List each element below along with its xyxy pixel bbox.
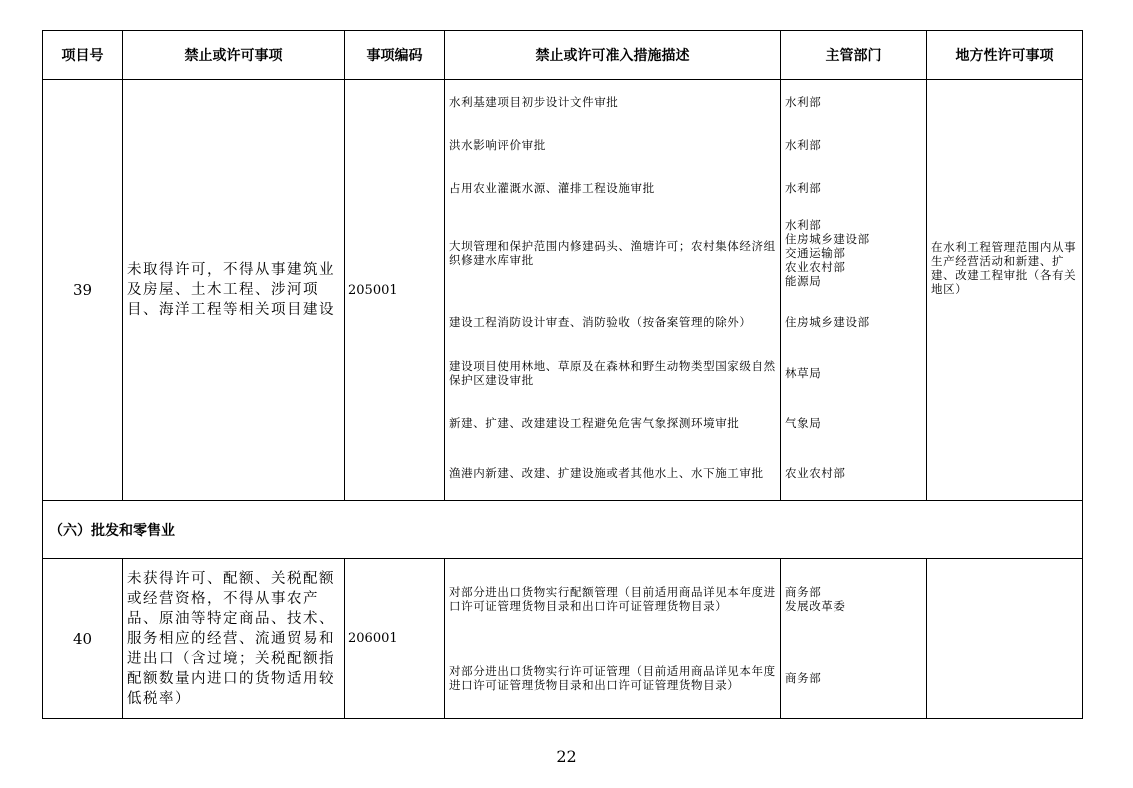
row-descriptions — [445, 80, 781, 501]
measure-department: 林草局 — [785, 365, 822, 380]
page-number: 22 — [556, 747, 577, 766]
measure-description: 对部分进出口货物实行配额管理（目前适用商品详见本年度进口许可证管理货物目录和出口许可证管理货物目录） — [449, 584, 776, 613]
permit-table — [42, 30, 1083, 719]
local-permit-text: 在水利工程管理范围内从事生产经营活动和新建、扩建、改建工程审批（各有关地区） — [931, 240, 1077, 296]
row-number: 40 — [43, 559, 123, 719]
measure-department: 商务部 — [785, 671, 822, 685]
measure-description: 洪水影响评价审批 — [449, 137, 546, 152]
header-description: 禁止或许可准入措施描述 — [445, 31, 781, 80]
measure-description: 占用农业灌溉水源、灌排工程设施审批 — [449, 181, 655, 195]
row-number: 39 — [43, 80, 123, 501]
measure-department: 水利部 — [785, 181, 822, 195]
measure-department: 农业农村部 — [785, 466, 846, 480]
header-row — [43, 31, 1083, 80]
row-departments — [781, 559, 927, 719]
table-row — [43, 559, 1083, 719]
header-code: 事项编码 — [345, 31, 445, 80]
measure-description: 建设工程消防设计审查、消防验收（按备案管理的除外） — [449, 314, 752, 329]
measure-description: 对部分进出口货物实行许可证管理（目前适用商品详见本年度进口许可证管理货物目录和出口许可证管理货物目录） — [449, 664, 776, 692]
measure-department: 水利部 — [785, 137, 822, 152]
row-descriptions — [445, 559, 781, 719]
row-item: 未取得许可，不得从事建筑业及房屋、土木工程、涉河项目、海洋工程等相关项目建设 — [123, 80, 345, 501]
measure-description: 大坝管理和保护范围内修建码头、渔塘许可；农村集体经济组织修建水库审批 — [449, 239, 776, 267]
table-row — [43, 80, 1083, 501]
measure-department: 商务部 发展改革委 — [785, 584, 846, 613]
measure-department: 住房城乡建设部 — [785, 314, 870, 329]
row-local — [927, 559, 1083, 719]
measure-department: 水利部 住房城乡建设部 交通运输部 农业农村部 能源局 — [785, 218, 870, 288]
row-item: 未获得许可、配额、关税配额或经营资格，不得从事农产品、原油等特定商品、技术、服务相应的经营、流通贸易和进出口（含过境；关税配额指配额数量内进口的货物适用较低税率） — [123, 559, 345, 719]
measure-description: 渔港内新建、改建、扩建设施或者其他水上、水下施工审批 — [449, 466, 764, 480]
section-title: （六）批发和零售业 — [43, 501, 1083, 559]
row-local — [927, 80, 1083, 501]
row-code: 206001 — [345, 559, 445, 719]
header-department: 主管部门 — [781, 31, 927, 80]
measure-description: 水利基建项目初步设计文件审批 — [449, 94, 619, 109]
measure-description: 建设项目使用林地、草原及在森林和野生动物类型国家级自然保护区建设审批 — [449, 358, 776, 387]
row-code: 205001 — [345, 80, 445, 501]
header-number: 项目号 — [43, 31, 123, 80]
header-item: 禁止或许可事项 — [123, 31, 345, 80]
row-departments — [781, 80, 927, 501]
section-row — [43, 501, 1083, 559]
measure-department: 水利部 — [785, 94, 822, 109]
measure-description: 新建、扩建、改建建设工程避免危害气象探测环境审批 — [449, 416, 740, 430]
header-local: 地方性许可事项 — [927, 31, 1083, 80]
measure-department: 气象局 — [785, 416, 822, 430]
